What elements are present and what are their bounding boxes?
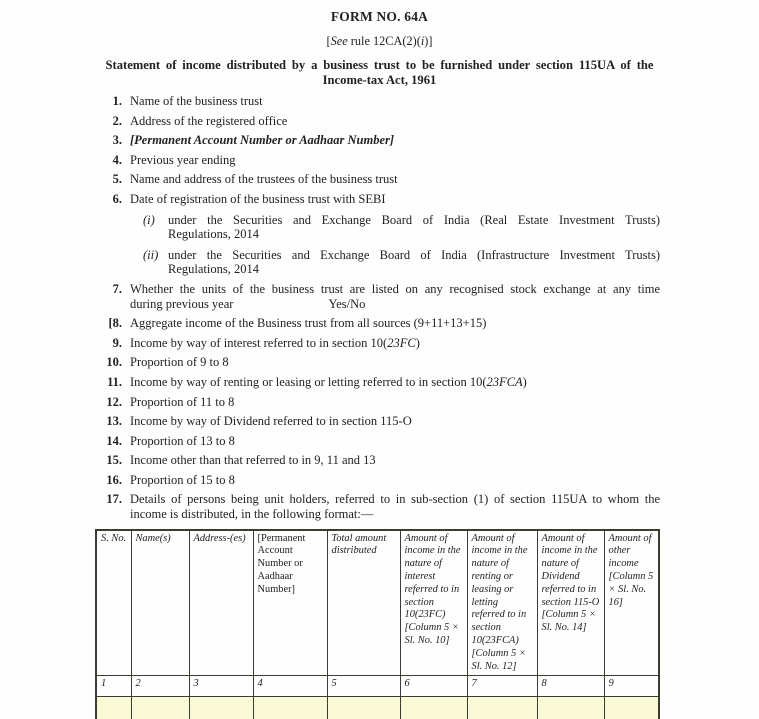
- item-text: Income by way of Dividend referred to in section 115-O: [130, 414, 412, 429]
- item-text: Proportion of 11 to 8: [130, 394, 235, 409]
- form-item-10: [0, 355, 759, 370]
- rule-ref-see: See: [330, 34, 348, 48]
- item-text: [Permanent Account Number or Aadhaar Number]: [130, 133, 395, 148]
- item-text: Name and address of the trustees of the business trust: [130, 172, 398, 187]
- item-text-line2: income is distributed, in the following format:—: [130, 507, 374, 522]
- sub-item-marker: (ii): [143, 247, 159, 262]
- item-text-line2: [130, 297, 660, 312]
- item-number: 2.: [112, 113, 122, 128]
- yes-no-option: Yes/No: [328, 296, 366, 311]
- col-header-interest-income: Amount of income in the nature of interest referred to in section 10(23FC) [Column 5 × Sl. No. 10]: [400, 530, 467, 676]
- entry-cell-addresses[interactable]: [189, 697, 253, 719]
- item-number: 5.: [112, 172, 122, 187]
- item-text: [130, 492, 660, 521]
- col-number-5: 5: [327, 676, 400, 697]
- form-item-3: [0, 133, 759, 148]
- item-number: 1.: [112, 94, 122, 108]
- rule-ref-i: i: [420, 34, 425, 48]
- col-header-pan-aadhaar: [Permanent Account Number or Aadhaar Number]: [253, 530, 327, 676]
- form-item-11: [0, 375, 759, 390]
- col-number-7: 7: [467, 676, 537, 697]
- item-text: Previous year ending: [130, 152, 236, 167]
- entry-cell-renting-income[interactable]: [467, 697, 537, 719]
- col-header-names: Name(s): [131, 530, 189, 676]
- form-number-heading: FORM NO. 64A: [330, 9, 429, 24]
- rule-ref-open: [: [326, 34, 331, 48]
- form-item-5: [0, 172, 759, 187]
- entry-cell-interest-income[interactable]: [400, 697, 467, 719]
- item-text: Proportion of 9 to 8: [130, 355, 229, 370]
- entry-cell-pan-aadhaar[interactable]: [253, 697, 327, 719]
- col-number-6: 6: [400, 676, 467, 697]
- item-number: 7.: [112, 281, 122, 296]
- sub-item-text-line1: under the Securities and Exchange Board of India (Infrastructure Investment Trusts): [168, 247, 660, 262]
- item-text: Date of registration of the business trust with SEBI: [130, 191, 386, 206]
- item-text: Proportion of 15 to 8: [130, 472, 235, 487]
- item-number: 17.: [106, 492, 122, 507]
- form-item-16: [0, 473, 759, 488]
- rule-ref-mid: rule 12CA(2)(: [347, 34, 421, 48]
- distribution-table: [95, 529, 660, 719]
- item-text: Proportion of 13 to 8: [130, 433, 235, 448]
- item-text: [130, 336, 660, 351]
- col-header-s-no: S. No.: [96, 530, 131, 676]
- entry-cell-names[interactable]: [131, 697, 189, 719]
- col-header-addresses: Address-(es): [189, 530, 253, 676]
- form-item-8: [0, 316, 759, 331]
- item-text: Name of the business trust: [130, 94, 263, 108]
- item-number: 11.: [107, 374, 122, 389]
- item-text: [130, 282, 660, 311]
- item-number: 12.: [106, 394, 122, 409]
- sub-item-text-line2: Regulations, 2014: [168, 227, 259, 242]
- col-number-9: 9: [604, 676, 659, 697]
- col-number-8: 8: [537, 676, 604, 697]
- col-number-3: 3: [189, 676, 253, 697]
- data-entry-row: [96, 697, 659, 719]
- form-item-15: [0, 453, 759, 468]
- entry-cell-s-no[interactable]: [96, 697, 131, 719]
- form-item-6: [0, 192, 759, 207]
- col-header-other-income: Amount of other income [Column 5 × Sl. No. 16]: [604, 530, 659, 676]
- item-number: [8.: [108, 316, 122, 331]
- sub-item-text-line1: under the Securities and Exchange Board of India (Real Estate Investment Trusts): [168, 212, 660, 227]
- sub-item-text-line2: Regulations, 2014: [168, 262, 259, 277]
- item-text: Income other than that referred to in 9, 11 and 13: [130, 453, 376, 468]
- item-text: [130, 375, 660, 390]
- item-number: 15.: [106, 453, 122, 468]
- item-number: 9.: [112, 335, 122, 350]
- item-number: 13.: [106, 414, 122, 429]
- col-number-2: 2: [131, 676, 189, 697]
- form-item-2: [0, 114, 759, 129]
- item-number: 6.: [112, 191, 122, 206]
- rule-ref-close: )]: [424, 34, 433, 48]
- item-text: Address of the registered office: [130, 113, 288, 128]
- item-text-line1: Whether the units of the business trust are listed on any recognised stock exchange at any time: [130, 281, 660, 296]
- sub-item-text: [168, 248, 660, 277]
- entry-cell-other-income[interactable]: [604, 697, 659, 719]
- item-text-pre: Income by way of interest referred to in section 10(: [130, 335, 388, 350]
- item-text-line1: Details of persons being unit holders, referred to in sub-section (1) of section 115UA to whom the: [130, 492, 660, 507]
- item-number: 14.: [106, 433, 122, 448]
- form-item-17: [0, 492, 759, 521]
- item-number: 16.: [106, 472, 122, 487]
- form-item-4: [0, 153, 759, 168]
- col-header-total-amount: Total amount distributed: [327, 530, 400, 676]
- item-text-pre: Income by way of renting or leasing or letting referred to in section 10(: [130, 374, 487, 389]
- sub-item-text: [168, 213, 660, 242]
- form-item-list: [0, 94, 759, 522]
- item-number: 3.: [112, 133, 122, 148]
- rule-reference: [0, 34, 759, 49]
- column-number-row: [96, 676, 659, 697]
- form-item-12: [0, 395, 759, 410]
- form-item-6-sub-ii: [0, 248, 759, 277]
- entry-cell-total-amount[interactable]: [327, 697, 400, 719]
- form-item-13: [0, 414, 759, 429]
- section-ref-italic: 23FC: [387, 335, 416, 350]
- document-title-line2: Income-tax Act, 1961: [322, 73, 437, 87]
- col-header-dividend-income: Amount of income in the nature of Dividend referred to in section 115-O [Column 5 × Sl. No. 14]: [537, 530, 604, 676]
- item-text: Aggregate income of the Business trust from all sources (9+11+13+15): [130, 316, 487, 331]
- document-title: [106, 58, 654, 88]
- form-item-14: [0, 434, 759, 449]
- col-number-4: 4: [253, 676, 327, 697]
- table-header-row: [96, 530, 659, 676]
- section-ref-italic: 23FCA: [486, 374, 523, 389]
- col-header-renting-income: Amount of income in the nature of renting or leasing or letting referred to in section 10(23FCA) [Column 5 × Sl. No. 12]: [467, 530, 537, 676]
- form-item-1: [0, 94, 759, 109]
- item-text-line2-label: during previous year: [130, 296, 234, 311]
- col-number-1: 1: [96, 676, 131, 697]
- form-item-7: [0, 282, 759, 311]
- form-item-6-sub-i: [0, 213, 759, 242]
- entry-cell-dividend-income[interactable]: [537, 697, 604, 719]
- item-number: 4.: [112, 152, 122, 167]
- item-text-post: ): [522, 374, 527, 389]
- item-number: 10.: [106, 355, 122, 370]
- form-item-9: [0, 336, 759, 351]
- item-text-post: ): [415, 335, 420, 350]
- sub-item-marker: (i): [143, 212, 155, 227]
- document-title-line1: Statement of income distributed by a business trust to be furnished under section 115UA of the: [105, 58, 654, 72]
